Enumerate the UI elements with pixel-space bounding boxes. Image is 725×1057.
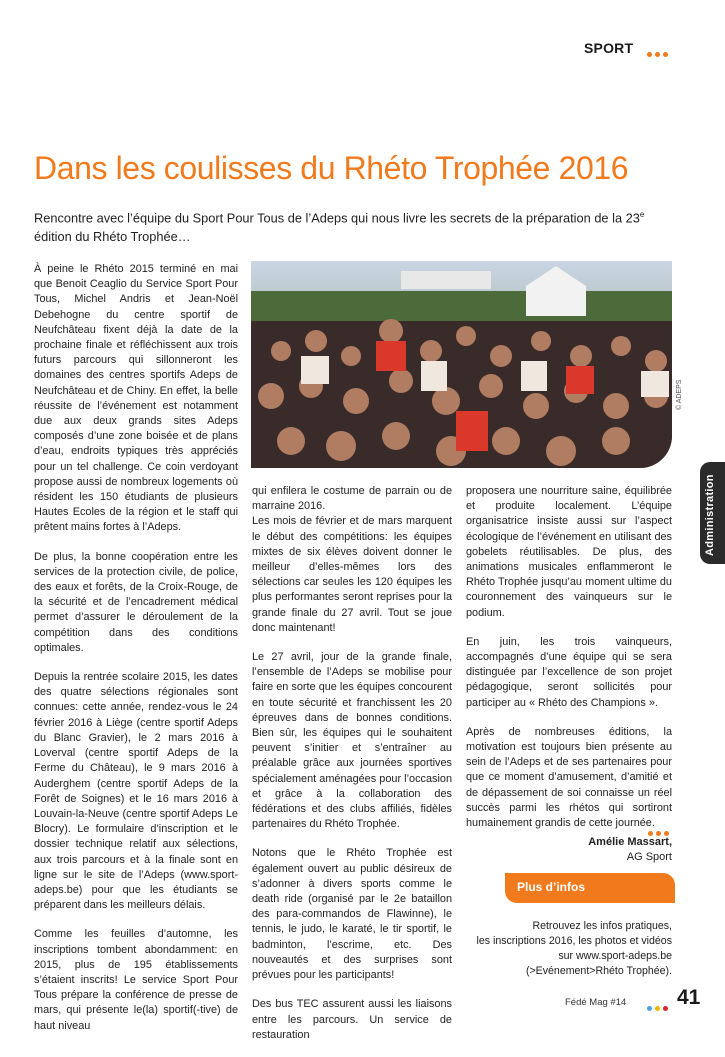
- intro-text: Rencontre avec l’équipe du Sport Pour Tous de l’Adeps qui nous livre les secrets de la préparation de la 23: [34, 210, 640, 226]
- paragraph: À peine le Rhéto 2015 terminé en mai que Benoit Ceaglio du Service Sport Pour Tous, Michel Andris et Jean-Noël Debehogne du centre sportif de Neufchâteau fixent déjà la date de la prochaine finale et réfléchissent aux trois futurs parcours qui sillonneront les domaines des centres sportifs Adeps de Neufchâteau et de Chiny. En effet, la belle réussite de l’événement est notamment due aux deux grands sites Adeps composés d’une zone boisée et de plans d’eau, endroits typiques très appréciés pour un tel challenge. Ce coin verdoyant propose aussi de nombreux logements où résident les 150 étudiants de plusieurs Hautes Ecoles de la région et le staff qui prêtent mains fortes à l’Adeps.: [34, 263, 238, 534]
- info-line-link[interactable]: sur www.sport-adeps.be: [558, 950, 672, 962]
- dot: [647, 1006, 652, 1011]
- paragraph: Comme les feuilles d’automne, les inscriptions tombent abondamment: en 2015, plus de 195 établissements s’étaient inscrits! Le service Sport Pour Tous prépare la conférence de presse de mars, qui présente le(la) sportif(-tive) de haut niveau: [34, 928, 238, 1032]
- section-label: SPORT: [584, 40, 634, 56]
- dot: [663, 52, 668, 57]
- info-line: les inscriptions 2016, les photos et vidéos: [476, 935, 672, 947]
- dot: [663, 1006, 668, 1011]
- crowd-photo-illustration: [251, 261, 672, 468]
- paragraph: Depuis la rentrée scolaire 2015, les dates des quatre sélections régionales sont connues: cette année, rendez-vous le 24 février 2016 à Liège (centre sportif Adeps du Blanc Gravier), le 2 mars 2016 à Loverval (centre sportif Adeps de la Ferme du Château), le 9 mars 2016 à Auderghem (centre sportif Adeps de la Forêt de Soignes) et le 16 mars 2016 à Louvain-la-Neuve (centre sportif Adeps Le Blocry). Le formulaire d’inscription et le dossier technique relatif aux sélections, aux trois parcours et à la finale sont en ligne sur le site de l’Adeps (www.sport-adeps.be) pour que les étudiants se préparent dans les meilleurs délais.: [34, 671, 238, 912]
- article-column-3: [466, 484, 672, 845]
- paragraph: proposera une nourriture saine, équilibrée et produite localement. L’équipe organisatrice insiste aussi sur l’aspect écologique de l’événement en utilisant des gobelets réutilisables. De plus, des animations musicales enflammeront le Rhéto Trophée jusqu’au moment ultime du couronnement des vainqueurs sur le podium.: [466, 485, 672, 619]
- footer-dots: [644, 998, 668, 1016]
- author-name: Amélie Massart,: [588, 836, 672, 848]
- info-box-text: [465, 919, 672, 979]
- article-title: Dans les coulisses du Rhéto Trophée 2016: [34, 150, 629, 186]
- paragraph: qui enfilera le costume de parrain ou de marraine 2016. Les mois de février et de mars marquent le début des compétitions: les équipes mixtes de six élèves doivent donner le meilleur d’elles-mêmes lors des sélections car seules les 120 équipes les plus performantes seront reprises pour la grande finale du 27 avril. Tout se joue donc maintenant!: [252, 485, 452, 634]
- dot: [655, 52, 660, 57]
- article-column-2: [252, 484, 452, 1057]
- paragraph: Des bus TEC assurent aussi les liaisons entre les parcours. Un service de restauration: [252, 998, 452, 1041]
- paragraph: En juin, les trois vainqueurs, accompagnés d’une équipe qui se sera distinguée par l’excellence de son projet pédagogique, seront sollicités pour participer au « Rhéto des Champions ».: [466, 635, 672, 709]
- dot: [647, 52, 652, 57]
- paragraph: De plus, la bonne coopération entre les services de la protection civile, de police, des eaux et forêts, de la Croix-Rouge, de la sécurité et de l’encadrement médical permet d’assurer le déroulement de la compétition dans des conditions optimales.: [34, 550, 238, 654]
- event-photo: [251, 261, 672, 468]
- page-number: 41: [677, 986, 701, 1009]
- side-tab-label: Administration: [704, 474, 716, 556]
- header-dots: [644, 44, 668, 62]
- info-line: Retrouvez les infos pratiques,: [532, 920, 672, 932]
- info-line: (>Evénement>Rhéto Trophée).: [525, 965, 672, 977]
- magazine-issue: Fédé Mag #14: [565, 997, 627, 1008]
- photo-credit: © ADEPS: [676, 379, 683, 410]
- intro-superscript: e: [639, 210, 645, 219]
- paragraph: Le 27 avril, jour de la grande finale, l’ensemble de l’Adeps se mobilise pour faire en sorte que les équipes concourent en toute sécurité et franchissent les 20 épreuves dans de bonnes conditions. Bien sûr, les équipes qui le souhaitent peuvent s’initier et s’entraîner au préalable grâce aux journées sportives spécialement aménagées pour l’occasion et grâce à la collaboration des fédérations et des clubs affiliés, fidèles partenaires du Rhéto Trophée.: [252, 651, 452, 831]
- paragraph: Notons que le Rhéto Trophée est également ouvert au public désireux de s’adonner à divers sports comme le death ride (organisé par le 2e bataillon des para-commandos de Flawinne), le tennis, le judo, le karaté, le tir sportif, le badminton, l’escrime, etc. Des nouveautés et des surprises sont prévues pour les participants!: [252, 847, 452, 982]
- article-intro: [34, 205, 684, 246]
- info-box-title: Plus d’infos: [517, 880, 586, 894]
- paragraph: Après de nombreuses éditions, la motivation est toujours bien présente au sein de l’Adeps et de ses partenaires pour que ce moment d’amusement, d’amitié et de dépassement de soi connaisse un réel succès parmi les rhétos qui sortiront humainement grandis de cette journée.: [466, 725, 672, 830]
- author-organization: AG Sport: [626, 851, 672, 863]
- dot: [655, 1006, 660, 1011]
- article-column-1: [34, 262, 238, 1048]
- intro-text-end: édition du Rhéto Trophée…: [34, 229, 191, 245]
